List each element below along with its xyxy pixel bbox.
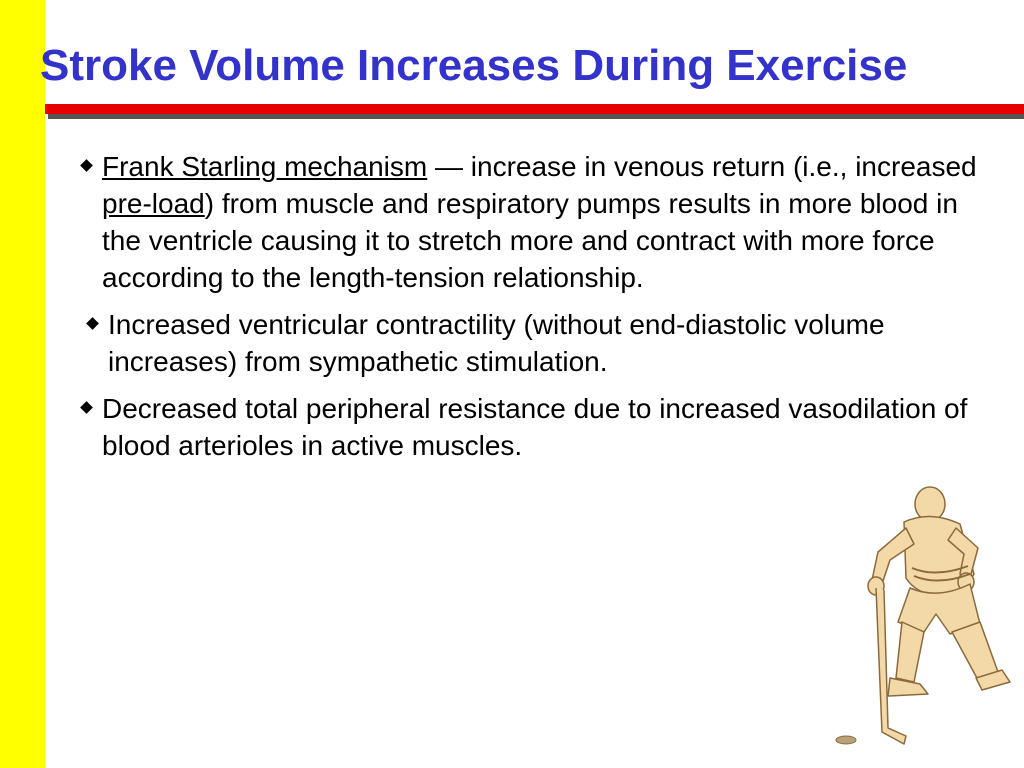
bullet-text: Increased ventricular contractility (without end-diastolic volume increases) from sympathetic stimulation. [108,309,885,377]
diamond-bullet-icon [80,159,93,172]
bullet-peripheral-resistance [78,390,998,464]
bullet-text: — increase in venous return (i.e., increased [427,151,977,182]
title-rule-shadow [48,114,1024,119]
hockey-player-illustration [832,482,1012,754]
frank-starling-term: Frank Starling mechanism [102,151,428,182]
bullet-frank-starling [78,148,998,296]
bullet-list [78,148,998,464]
slide-title: Stroke Volume Increases During Exercise [40,41,908,90]
preload-term: pre-load [102,188,205,219]
bullet-text: Decreased total peripheral resistance due to increased vasodilation of blood arterioles in active muscles. [102,393,968,461]
bullet-contractility [84,306,998,380]
diamond-bullet-icon [86,317,99,330]
bullet-text: ) from muscle and respiratory pumps results in more blood in the ventricle causing it to stretch more and contract with more force according to the length-tension relationship. [102,188,958,293]
title-rule [45,104,1024,114]
diamond-bullet-icon [80,401,93,414]
side-accent-bar [0,0,45,768]
